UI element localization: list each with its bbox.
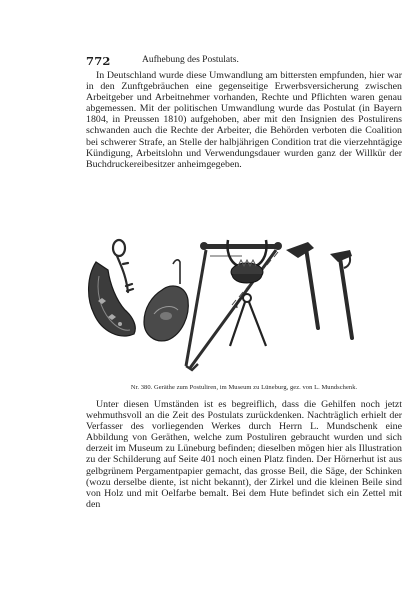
paragraph-top <box>86 70 402 170</box>
paragraph-bottom <box>86 399 402 510</box>
paragraph-text: Unter diesen Umständen ist es begreiflich, dass die Gehilfen noch jetzt wehmuthsvoll an die Zeit des Postulats zurückdenken. Nachträglich erhielt der Verfasser des vorliegenden Werkes durch Herrn L. Mundschenk eine Abbildung von Geräthen, welche zum Postuliren gebraucht wurden und sich derzeit im Museum zu Lüneburg befinden; dieselben mögen hier als Illustration zu der Schilderung auf Seite 401 noch einen Platz finden. Der Hörnerhut ist aus gelbgrünem Pergamentpapier gemacht, das grosse Beil, die Säge, der Schinken (wozu derselbe diente, ist nicht bekannt), der Zirkel und die kleinen Beile sind von Holz und mit Oelfarbe bemalt. Bei dem Hute befindet sich ein Zettel mit den <box>86 399 402 510</box>
page-number: 772 <box>86 54 111 68</box>
paragraph-text: In Deutschland wurde diese Umwandlung am bittersten empfunden, hier war in den Zunftgebräuchen eine gegenseitige Erwerbsversicherung zwischen Arbeitgeber und Arbeitnehmer vorhanden, Rechte und Pflichten waren genau abgemessen. Mit der politischen Umwandlung wurde das Postulat (in Bayern 1804, in Preussen 1810) aufgehoben, aber mit den Insignien des Postulirens schwanden auch die Rechte der Arbeiter, die Behörden verboten die Coalition bei schwerer Strafe, an Stelle der halbjährigen Condition trat die vierzehntägige Kündigung, Arbeitslohn und Verwendungsdauer wurden ganz der Willkür der Buchdruckereibesitzer anheimgegeben. <box>86 70 402 170</box>
axe-icon <box>286 242 352 338</box>
running-head: Aufhebung des Postulats. <box>142 55 239 65</box>
horn-icon <box>89 262 136 336</box>
page-header <box>86 54 338 70</box>
figure-drawing <box>82 236 378 384</box>
figure-caption: Nr. 380. Geräthe zum Postuliren, im Museum zu Lüneburg, gez. von L. Mundschenk. <box>130 384 358 391</box>
compass-icon <box>230 294 266 346</box>
ham-icon <box>144 260 188 341</box>
figure-illustration <box>82 236 378 384</box>
saw-icon <box>186 242 282 370</box>
key-icon <box>113 240 133 292</box>
